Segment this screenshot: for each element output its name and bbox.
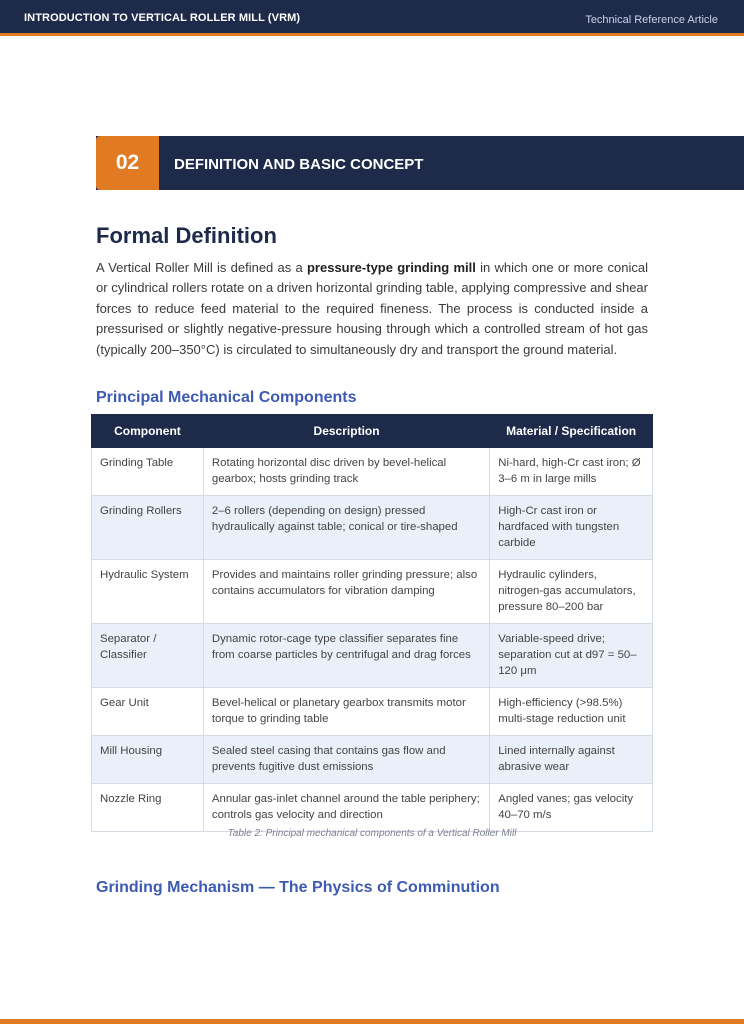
cell-material: Ni-hard, high-Cr cast iron; Ø 3–6 m in large mills (490, 448, 653, 496)
cell-component: Nozzle Ring (92, 784, 204, 832)
section-banner (96, 136, 744, 190)
components-table (91, 414, 653, 832)
page-header-bar (0, 0, 744, 36)
cell-material: High-Cr cast iron or hardfaced with tungsten carbide (490, 496, 653, 560)
definition-text-before: A Vertical Roller Mill is defined as a (96, 260, 307, 275)
cell-material: Variable-speed drive; separation cut at d97 = 50–120 μm (490, 624, 653, 688)
section-title: DEFINITION AND BASIC CONCEPT (174, 156, 424, 173)
cell-component: Separator / Classifier (92, 624, 204, 688)
formal-definition-heading: Formal Definition (96, 223, 277, 248)
table-row (92, 736, 653, 784)
cell-description: Rotating horizontal disc driven by bevel-helical gearbox; hosts grinding track (203, 448, 489, 496)
cell-component: Mill Housing (92, 736, 204, 784)
cell-material: Angled vanes; gas velocity 40–70 m/s (490, 784, 653, 832)
cell-description: Annular gas-inlet channel around the table periphery; controls gas velocity and direction (203, 784, 489, 832)
cell-material: Hydraulic cylinders, nitrogen-gas accumulators, pressure 80–200 bar (490, 560, 653, 624)
definition-emphasis: pressure-type grinding mill (306, 260, 476, 275)
table-row (92, 624, 653, 688)
formal-definition-paragraph (96, 258, 648, 360)
table-row (92, 688, 653, 736)
table-row (92, 448, 653, 496)
table-row (92, 496, 653, 560)
grinding-mechanism-heading: Grinding Mechanism — The Physics of Comminution (96, 879, 500, 896)
cell-description: Bevel-helical or planetary gearbox transmits motor torque to grinding table (203, 688, 489, 736)
cell-component: Gear Unit (92, 688, 204, 736)
section-number: 02 (96, 136, 159, 190)
cell-component: Grinding Rollers (92, 496, 204, 560)
table-row (92, 784, 653, 832)
cell-component: Grinding Table (92, 448, 204, 496)
page-footer-bar (0, 1019, 744, 1024)
column-header-component: Component (92, 415, 204, 448)
column-header-description: Description (203, 415, 489, 448)
definition-text-after: in which one or more conical or cylindrical rollers rotate on a driven horizontal grinding table, applying compressive and shear forces to reduce feed material to the required fineness. The process is conducted inside a pressurised or slightly negative-pressure housing through which a controlled stream of hot gas (typically 200–350°C) is circulated to simultaneously dry and transport the ground material. (96, 260, 648, 357)
column-header-material: Material / Specification (490, 415, 653, 448)
table-caption: Table 2: Principal mechanical components of a Vertical Roller Mill (227, 828, 517, 839)
cell-description: Dynamic rotor-cage type classifier separates fine from coarse particles by centrifugal and drag forces (203, 624, 489, 688)
cell-component: Hydraulic System (92, 560, 204, 624)
table-header-row (92, 415, 653, 448)
document-title: INTRODUCTION TO VERTICAL ROLLER MILL (VRM) (24, 12, 301, 24)
cell-material: High-efficiency (>98.5%) multi-stage reduction unit (490, 688, 653, 736)
document-kind: Technical Reference Article (585, 14, 718, 26)
cell-description: Sealed steel casing that contains gas flow and prevents fugitive dust emissions (203, 736, 489, 784)
cell-description: Provides and maintains roller grinding pressure; also contains accumulators for vibration damping (203, 560, 489, 624)
cell-description: 2–6 rollers (depending on design) pressed hydraulically against table; conical or tire-shaped (203, 496, 489, 560)
cell-material: Lined internally against abrasive wear (490, 736, 653, 784)
components-heading: Principal Mechanical Components (96, 389, 357, 406)
table-row (92, 560, 653, 624)
